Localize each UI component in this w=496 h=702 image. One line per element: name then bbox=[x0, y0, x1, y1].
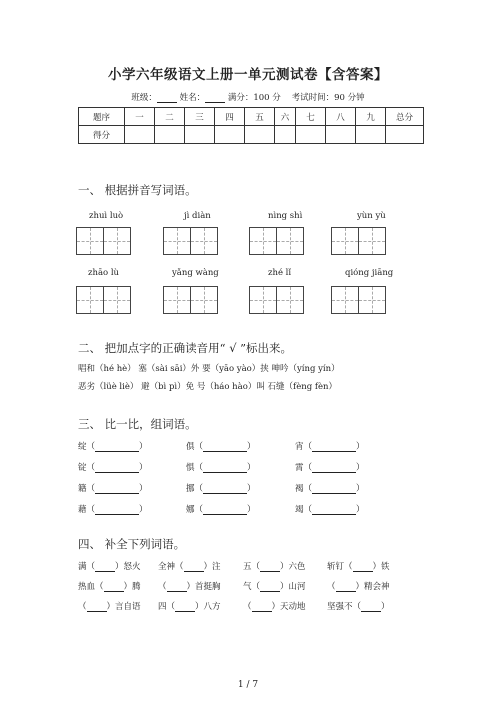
class-label: 班级： bbox=[131, 93, 157, 103]
compare-item: 挪（ ） bbox=[186, 484, 256, 494]
score-header-cell: 八 bbox=[326, 108, 356, 126]
score-table bbox=[78, 107, 424, 144]
score-cell[interactable] bbox=[215, 126, 245, 144]
writing-grid[interactable] bbox=[163, 227, 218, 255]
writing-cell[interactable] bbox=[163, 227, 191, 255]
answer-blank[interactable] bbox=[95, 562, 115, 572]
compare-item: 竭（ ） bbox=[295, 505, 365, 515]
score-header-cell: 总分 bbox=[386, 108, 424, 126]
writing-cell[interactable] bbox=[331, 286, 359, 314]
pinyin-label: zhuì luò bbox=[89, 211, 124, 221]
writing-cell[interactable] bbox=[276, 286, 304, 314]
compare-item: 藉（ ） bbox=[78, 505, 148, 515]
score-cell[interactable] bbox=[326, 126, 356, 144]
idiom-item: 四（ ）八方 bbox=[158, 602, 221, 612]
writing-grid[interactable] bbox=[331, 227, 386, 255]
answer-blank[interactable] bbox=[252, 602, 272, 612]
answer-blank[interactable] bbox=[312, 442, 356, 452]
score-header-cell: 六 bbox=[275, 108, 296, 126]
score-cell[interactable] bbox=[275, 126, 296, 144]
writing-cell[interactable] bbox=[358, 286, 386, 314]
score-cell[interactable] bbox=[155, 126, 185, 144]
name-label: 姓名： bbox=[179, 93, 206, 103]
compare-item: 娜（ ） bbox=[186, 505, 256, 515]
idiom-item: （ ）言自语 bbox=[78, 602, 141, 612]
score-cell[interactable] bbox=[185, 126, 215, 144]
answer-blank[interactable] bbox=[312, 484, 356, 494]
page-number: 1 / 7 bbox=[237, 680, 259, 690]
score-header-cell: 二 bbox=[155, 108, 185, 126]
score-header-cell: 四 bbox=[215, 108, 245, 126]
compare-item: 惧（ ） bbox=[186, 463, 256, 473]
writing-cell[interactable] bbox=[190, 286, 218, 314]
answer-blank[interactable] bbox=[353, 562, 373, 572]
writing-cell[interactable] bbox=[163, 286, 191, 314]
answer-blank[interactable] bbox=[260, 582, 280, 592]
writing-cell[interactable] bbox=[103, 227, 131, 255]
writing-grid[interactable] bbox=[331, 286, 386, 314]
score-header-cell: 九 bbox=[356, 108, 386, 126]
score-cell[interactable] bbox=[296, 126, 326, 144]
compare-item: 绽（ ） bbox=[78, 442, 148, 452]
exam-time: 考试时间：90 分钟 bbox=[291, 93, 365, 103]
score-cell[interactable] bbox=[356, 126, 386, 144]
answer-blank[interactable] bbox=[203, 463, 247, 473]
writing-cell[interactable] bbox=[76, 286, 104, 314]
idiom-item: 热血（ ）腾 bbox=[78, 582, 141, 592]
score-header-cell: 五 bbox=[245, 108, 275, 126]
idiom-item: （ ）精会神 bbox=[327, 582, 390, 592]
idiom-item: 全神（ ）注 bbox=[158, 562, 221, 572]
writing-cell[interactable] bbox=[190, 227, 218, 255]
answer-blank[interactable] bbox=[87, 602, 107, 612]
section-1-heading: 一、 根据拼音写词语。 bbox=[78, 183, 197, 197]
idiom-item: 满（ ）怒火 bbox=[78, 562, 141, 572]
compare-item: 锭（ ） bbox=[78, 463, 148, 473]
answer-blank[interactable] bbox=[260, 562, 280, 572]
section-4-heading: 四、 补全下列词语。 bbox=[78, 537, 186, 551]
answer-blank[interactable] bbox=[203, 484, 247, 494]
idiom-item: （ ）首挺胸 bbox=[158, 582, 221, 592]
pronunciation-line-2: 恶劣（lüè liè） 避（bì pì）免 号（háo hào）叫 石缝（fèng fèn） bbox=[78, 382, 337, 392]
answer-blank[interactable] bbox=[167, 582, 187, 592]
pinyin-label: jì diàn bbox=[184, 211, 211, 221]
writing-cell[interactable] bbox=[76, 227, 104, 255]
compare-item: 霄（ ） bbox=[295, 463, 365, 473]
class-blank[interactable] bbox=[157, 93, 177, 103]
section-3-heading: 三、 比一比，组词语。 bbox=[78, 417, 197, 431]
idiom-item: 五（ ）六色 bbox=[243, 562, 306, 572]
score-cell[interactable] bbox=[386, 126, 424, 144]
compare-item: 籍（ ） bbox=[78, 484, 148, 494]
exam-info bbox=[0, 91, 496, 103]
answer-blank[interactable] bbox=[95, 484, 139, 494]
writing-grid[interactable] bbox=[76, 227, 131, 255]
writing-cell[interactable] bbox=[249, 286, 277, 314]
pinyin-label: yǎng wàng bbox=[172, 268, 219, 278]
section-2-heading: 二、 把加点字的正确读音用“ √ ”标出来。 bbox=[78, 341, 293, 355]
compare-item: 宵（ ） bbox=[295, 442, 365, 452]
answer-blank[interactable] bbox=[312, 505, 356, 515]
idiom-item: （ ）天动地 bbox=[243, 602, 306, 612]
score-cell[interactable] bbox=[125, 126, 155, 144]
writing-cell[interactable] bbox=[331, 227, 359, 255]
answer-blank[interactable] bbox=[95, 463, 139, 473]
name-blank[interactable] bbox=[205, 93, 225, 103]
answer-blank[interactable] bbox=[95, 505, 139, 515]
writing-cell[interactable] bbox=[249, 227, 277, 255]
answer-blank[interactable] bbox=[336, 582, 356, 592]
pinyin-label: zhāo lù bbox=[88, 268, 120, 278]
full-score: 满分：100 分 bbox=[227, 93, 281, 103]
answer-blank[interactable] bbox=[175, 602, 195, 612]
page-title: 小学六年级语文上册一单元测试卷【含答案】 bbox=[108, 67, 388, 83]
idiom-item: 斩钉（ ）铁 bbox=[327, 562, 390, 572]
pinyin-label: zhé lǐ bbox=[268, 268, 292, 278]
score-cell[interactable] bbox=[245, 126, 275, 144]
writing-cell[interactable] bbox=[276, 227, 304, 255]
writing-grid[interactable] bbox=[163, 286, 218, 314]
writing-cell[interactable] bbox=[358, 227, 386, 255]
pronunciation-line-1: 唱和（hé hè） 塞（sài sāi）外 要（yāo yào）挟 呻吟（yíng yín） bbox=[78, 364, 340, 374]
writing-grid[interactable] bbox=[76, 286, 131, 314]
answer-blank[interactable] bbox=[95, 442, 139, 452]
idiom-item: 坚强不（ ） bbox=[327, 602, 390, 612]
compare-item: 俱（ ） bbox=[186, 442, 256, 452]
writing-grid[interactable] bbox=[249, 286, 304, 314]
writing-grid[interactable] bbox=[249, 227, 304, 255]
compare-item: 褐（ ） bbox=[295, 484, 365, 494]
answer-blank[interactable] bbox=[312, 463, 356, 473]
answer-blank[interactable] bbox=[104, 582, 124, 592]
score-header-cell: 题序 bbox=[79, 108, 125, 126]
idiom-item: 气（ ）山河 bbox=[243, 582, 306, 592]
writing-cell[interactable] bbox=[103, 286, 131, 314]
answer-blank[interactable] bbox=[184, 562, 204, 572]
score-header-cell: 七 bbox=[296, 108, 326, 126]
score-row-label: 得分 bbox=[79, 126, 125, 144]
answer-blank[interactable] bbox=[361, 602, 381, 612]
score-header-cell: 三 bbox=[185, 108, 215, 126]
answer-blank[interactable] bbox=[203, 442, 247, 452]
answer-blank[interactable] bbox=[203, 505, 247, 515]
pinyin-label: nìng shì bbox=[268, 211, 303, 221]
pinyin-label: qióng jiāng bbox=[345, 268, 394, 278]
score-header-cell: 一 bbox=[125, 108, 155, 126]
pinyin-label: yùn yù bbox=[357, 211, 386, 221]
